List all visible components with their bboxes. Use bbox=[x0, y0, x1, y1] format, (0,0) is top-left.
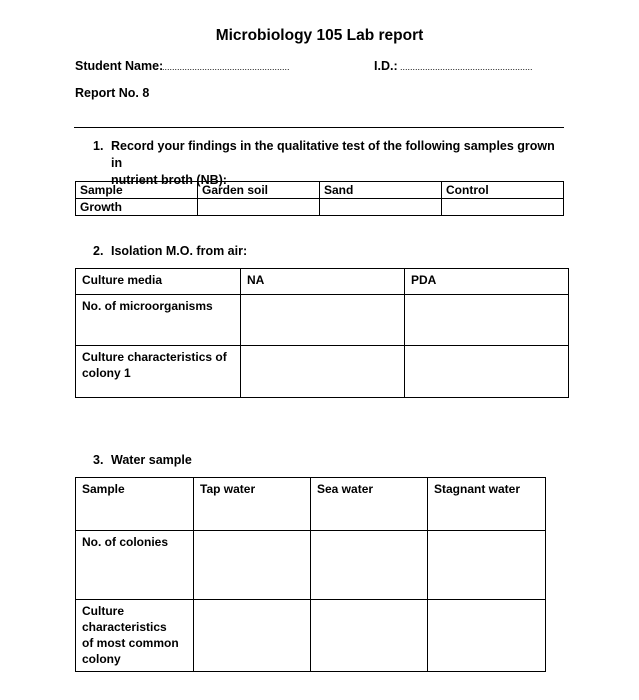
q2-header-pda: PDA bbox=[405, 269, 569, 295]
q1-cell-garden-soil[interactable] bbox=[198, 199, 320, 216]
table-row bbox=[76, 295, 569, 346]
q2-cell-na-count[interactable] bbox=[241, 295, 405, 346]
id-field[interactable]: ..................................................... bbox=[400, 62, 533, 72]
q2-cell-pda-count[interactable] bbox=[405, 295, 569, 346]
q2-row-label-microorganisms: No. of microorganisms bbox=[76, 295, 241, 346]
q1-cell-control[interactable] bbox=[442, 199, 564, 216]
q1-cell-sand[interactable] bbox=[320, 199, 442, 216]
table-row bbox=[76, 346, 569, 398]
q1-line-1: Record your findings in the qualitative test of the following samples grown in bbox=[111, 139, 555, 170]
q2-table bbox=[75, 268, 569, 398]
q2-title: Isolation M.O. from air: bbox=[111, 244, 248, 258]
q1-number: 1. bbox=[93, 139, 104, 153]
q3-row-label-characteristics: Culture characteristics of most common colony bbox=[76, 600, 194, 672]
q3-number: 3. bbox=[93, 453, 104, 467]
q2-header-culture-media: Culture media bbox=[76, 269, 241, 295]
divider bbox=[74, 127, 564, 128]
student-name-label: Student Name: bbox=[75, 59, 164, 73]
q3-cell-stagnant-colonies[interactable] bbox=[428, 531, 546, 600]
q2-cell-pda-characteristics[interactable] bbox=[405, 346, 569, 398]
page-title: Microbiology 105 Lab report bbox=[215, 27, 424, 44]
table-row bbox=[76, 182, 564, 199]
table-row bbox=[76, 269, 569, 295]
q2-number: 2. bbox=[93, 244, 104, 258]
q3-header-stagnant-water: Stagnant water bbox=[428, 478, 546, 531]
q3-header-sample: Sample bbox=[76, 478, 194, 531]
q2-cell-na-characteristics[interactable] bbox=[241, 346, 405, 398]
table-row bbox=[76, 478, 546, 531]
q1-header-control: Control bbox=[442, 182, 564, 199]
q3-row-label-colonies: No. of colonies bbox=[76, 531, 194, 600]
q3-title: Water sample bbox=[111, 453, 192, 467]
q3-cell-stagnant-characteristics[interactable] bbox=[428, 600, 546, 672]
q3-header-sea-water: Sea water bbox=[311, 478, 428, 531]
q1-header-sample: Sample bbox=[76, 182, 198, 199]
table-row bbox=[76, 600, 546, 672]
q2-row-label-characteristics: Culture characteristics of colony 1 bbox=[76, 346, 241, 398]
report-number: Report No. 8 bbox=[75, 86, 150, 100]
q3-table bbox=[75, 477, 546, 672]
q3-cell-sea-characteristics[interactable] bbox=[311, 600, 428, 672]
table-row bbox=[76, 199, 564, 216]
q3-cell-tap-colonies[interactable] bbox=[194, 531, 311, 600]
q3-cell-sea-colonies[interactable] bbox=[311, 531, 428, 600]
q1-header-sand: Sand bbox=[320, 182, 442, 199]
student-name-field[interactable]: ................................................... bbox=[162, 62, 290, 72]
table-row bbox=[76, 531, 546, 600]
q3-header-tap-water: Tap water bbox=[194, 478, 311, 531]
q3-cell-tap-characteristics[interactable] bbox=[194, 600, 311, 672]
q1-table bbox=[75, 181, 564, 216]
q1-line-2: nutrient broth (NB): bbox=[111, 173, 227, 187]
q1-header-garden-soil: Garden soil bbox=[198, 182, 320, 199]
q1-row-label-growth: Growth bbox=[76, 199, 198, 216]
id-label: I.D.: bbox=[374, 59, 398, 73]
q2-header-na: NA bbox=[241, 269, 405, 295]
